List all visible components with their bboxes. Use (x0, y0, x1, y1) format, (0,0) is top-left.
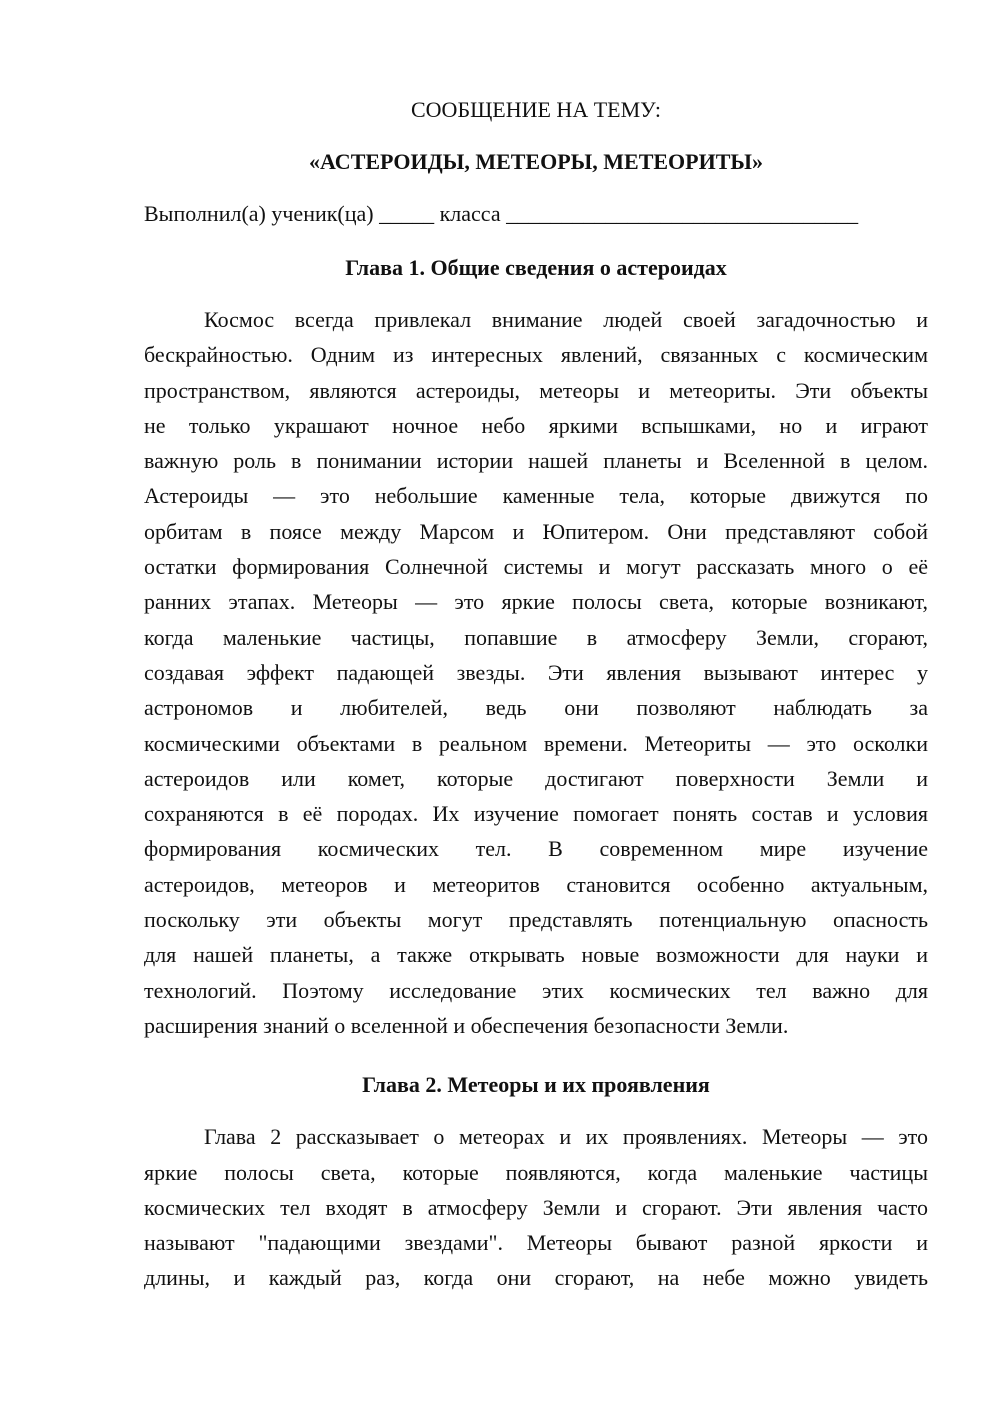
paragraph-line: Глава 2 рассказывает о метеорах и их проявлениях. Метеоры — это (204, 1124, 928, 1150)
document-title: «АСТЕРОИДЫ, МЕТЕОРЫ, МЕТЕОРИТЫ» (309, 149, 763, 174)
paragraph-line: расширения знаний о вселенной и обеспечения безопасности Земли. (144, 1012, 789, 1038)
paragraph-line: астероидов, метеоров и метеоритов становится особенно актуальным, (144, 871, 928, 897)
paragraph-line: космическими объектами в реальном времени. Метеориты — это осколки (144, 730, 928, 756)
paragraph-line: для нашей планеты, а также открывать новые возможности для науки и (144, 942, 928, 968)
paragraph-line: поскольку эти объекты могут представлять потенциальную опасность (144, 907, 928, 933)
paragraph-line: технологий. Поэтому исследование этих космических тел важно для (144, 977, 928, 1003)
paragraph-line: Космос всегда привлекал внимание людей своей загадочностью и (204, 307, 928, 332)
paragraph-line: орбитам в поясе между Марсом и Юпитером. Они представляют собой (144, 518, 928, 544)
paragraph-line: называют "падающими звездами". Метеоры бывают разной яркости и (144, 1230, 928, 1256)
paragraph-line: яркие полосы света, которые появляются, когда маленькие частицы (144, 1159, 928, 1185)
author-line: Выполнил(а) ученик(ца) _____ класса ________________________________ (144, 201, 859, 226)
paragraph-line: создавая эффект падающей звезды. Эти явления вызывают интерес у (144, 659, 928, 685)
chapter-1-paragraph (144, 302, 928, 1043)
paragraph-line: бескрайностью. Одним из интересных явлений, связанных с космическим (144, 342, 928, 368)
document-topic: СООБЩЕНИЕ НА ТЕМУ: (411, 97, 661, 122)
paragraph-line: Астероиды — это небольшие каменные тела, которые движутся по (144, 483, 928, 509)
paragraph-line: астероидов или комет, которые достигают поверхности Земли и (144, 765, 928, 791)
paragraph-line: пространством, являются астероиды, метеоры и метеориты. Эти объекты (144, 377, 928, 403)
paragraph-line: остатки формирования Солнечной системы и могут рассказать много о её (144, 554, 928, 580)
paragraph-line: космических тел входят в атмосферу Земли и сгорают. Эти явления часто (144, 1194, 928, 1220)
chapter-1-heading: Глава 1. Общие сведения о астероидах (345, 255, 727, 280)
chapter-2-paragraph (144, 1119, 928, 1295)
document-page (144, 92, 928, 1296)
paragraph-line: длины, и каждый раз, когда они сгорают, на небе можно увидеть (144, 1265, 928, 1291)
paragraph-line: важную роль в понимании истории нашей планеты и Вселенной в целом. (144, 448, 928, 474)
paragraph-line: не только украшают ночное небо яркими вспышками, но и играют (144, 412, 928, 438)
chapter-2-heading: Глава 2. Метеоры и их проявления (362, 1072, 710, 1098)
paragraph-line: сохраняются в её породах. Их изучение помогает понять состав и условия (144, 801, 928, 827)
paragraph-line: астрономов и любителей, ведь они позволяют наблюдать за (144, 695, 928, 721)
paragraph-line: ранних этапах. Метеоры — это яркие полосы света, которые возникают, (144, 589, 928, 615)
paragraph-line: когда маленькие частицы, попавшие в атмосферу Земли, сгорают, (144, 624, 928, 650)
paragraph-line: формирования космических тел. В современном мире изучение (144, 836, 928, 862)
